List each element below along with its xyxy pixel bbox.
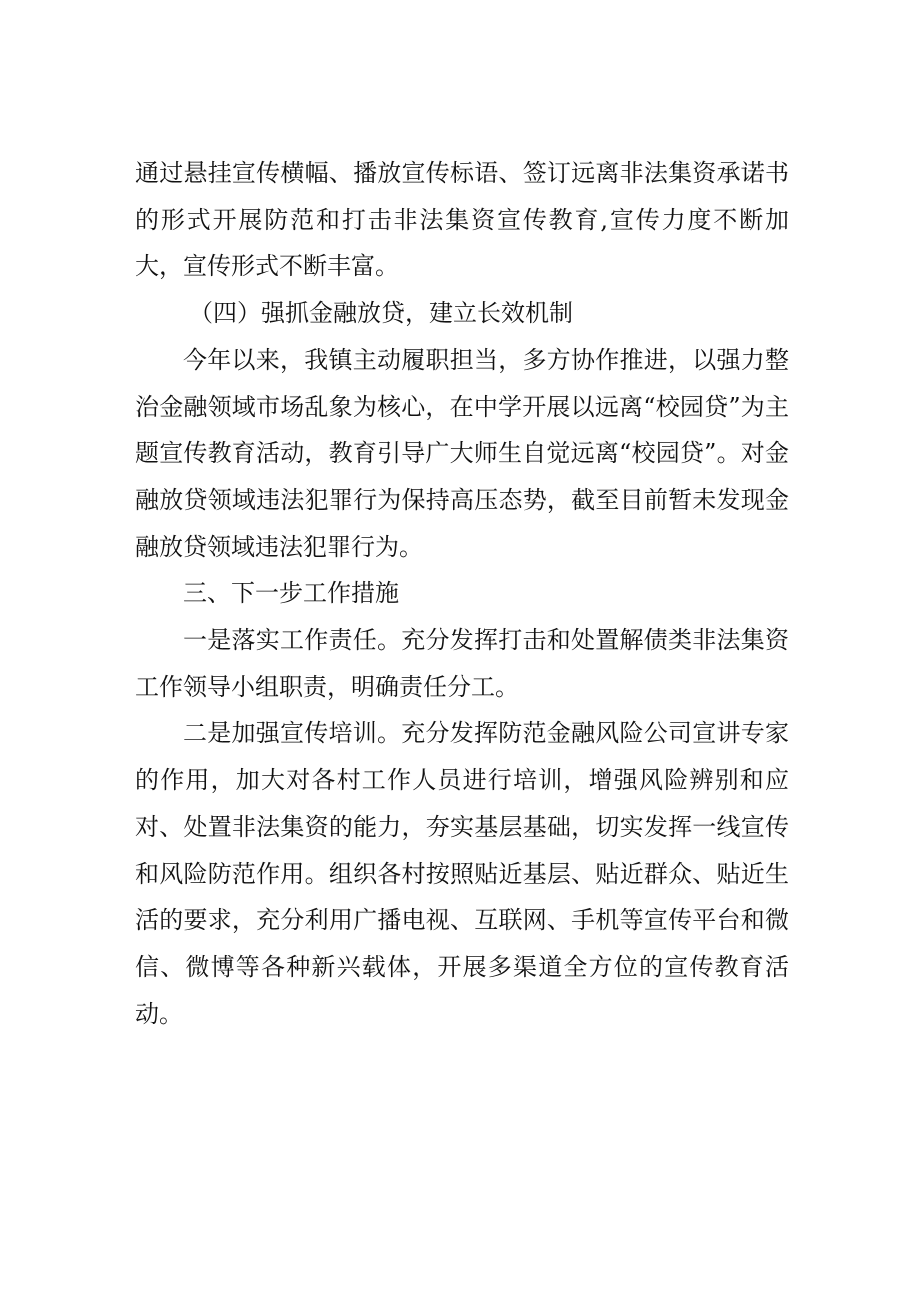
- paragraph-financial-lending: 今年以来，我镇主动履职担当，多方协作推进，以强力整治金融领域市场乱象为核心，在中学开展以远离“校园贷”为主题宣传教育活动，教育引导广大师生自觉远离“校园贷”。对金融放贷领域违法犯罪行为保持高压态势，截至目前暂未发现金融放贷领域违法犯罪行为。: [135, 345, 789, 561]
- paragraph-continuation: 通过悬挂宣传横幅、播放宣传标语、签订远离非法集资承诺书的形式开展防范和打击非法集资宣传教育,宣传力度不断加大，宣传形式不断丰富。: [135, 159, 789, 281]
- section-heading-four: （四）强抓金融放贷，建立长效机制: [189, 299, 573, 328]
- paragraph-responsibility: 一是落实工作责任。充分发挥打击和处置解债类非法集资工作领导小组职责，明确责任分工。: [135, 626, 789, 701]
- document-body: [135, 150, 789, 1037]
- paragraph-publicity-training: 二是加强宣传培训。充分发挥防范金融风险公司宣讲专家的作用，加大对各村工作人员进行培训，增强风险辨别和应对、处置非法集资的能力，夯实基层基础，切实发挥一线宣传和风险防范作用。组织各村按照贴近基层、贴近群众、贴近生活的要求，充分利用广播电视、互联网、手机等宣传平台和微信、微博等各种新兴载体，开展多渠道全方位的宣传教育活动。: [135, 719, 789, 1028]
- section-heading-next-steps: 三、下一步工作措施: [183, 579, 399, 608]
